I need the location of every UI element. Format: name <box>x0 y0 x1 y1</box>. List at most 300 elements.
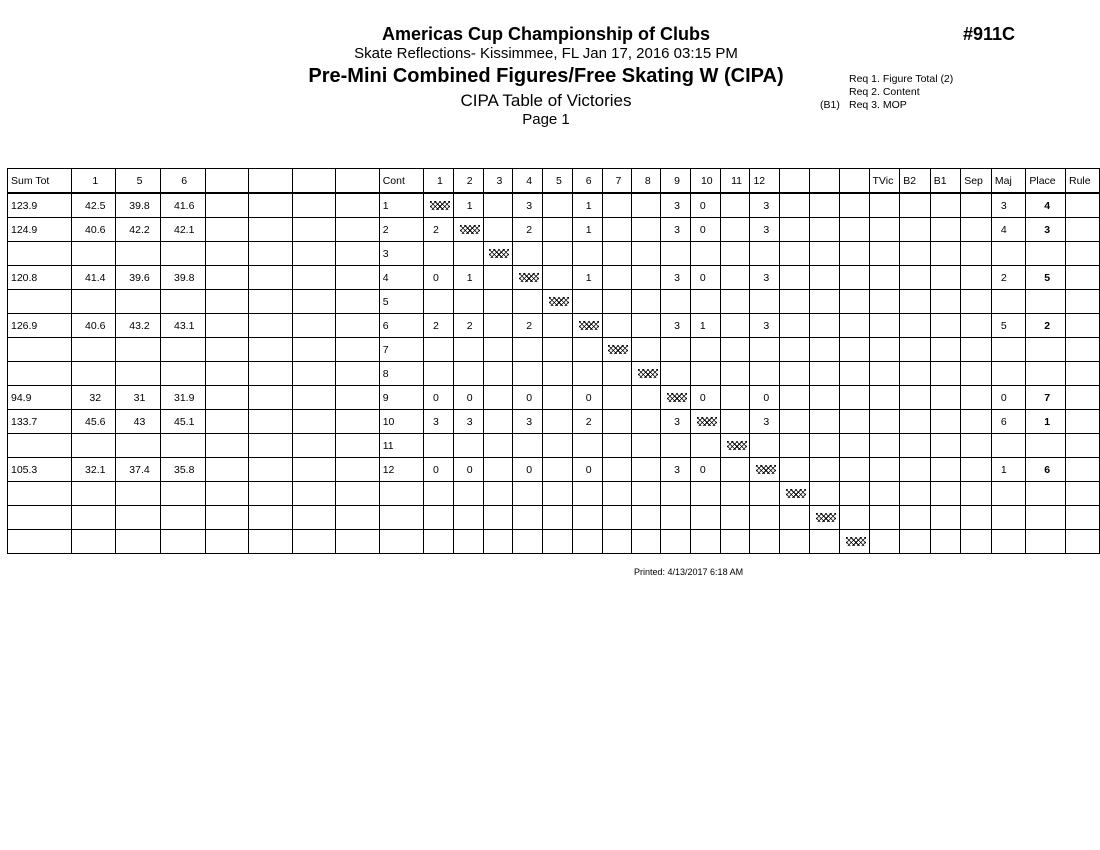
table-cell <box>900 266 930 290</box>
table-cell <box>661 338 691 362</box>
table-cell <box>900 314 930 338</box>
table-cell: 3 <box>661 458 691 482</box>
table-cell <box>780 290 810 314</box>
crossed-out-mark <box>549 297 569 306</box>
table-cell <box>961 290 992 314</box>
table-cell <box>483 458 513 482</box>
table-cell <box>336 314 379 338</box>
table-cell <box>205 434 248 458</box>
table-cell <box>750 362 780 386</box>
self-match-cell <box>809 506 839 530</box>
table-cell: 3 <box>661 193 691 218</box>
table-cell: 32.1 <box>72 458 116 482</box>
table-cell <box>543 242 573 266</box>
table-cell <box>632 193 661 218</box>
crossed-out-mark <box>519 273 539 282</box>
table-cell <box>453 242 483 266</box>
table-cell <box>336 386 379 410</box>
table-cell <box>336 193 379 218</box>
table-cell <box>453 530 483 554</box>
table-cell <box>423 242 453 266</box>
table-cell <box>690 506 720 530</box>
table-cell: 3 <box>750 218 780 242</box>
table-cell: 2 <box>453 314 483 338</box>
table-cell <box>572 434 602 458</box>
place-cell: 3 <box>1026 218 1066 242</box>
table-cell <box>602 482 632 506</box>
table-cell <box>839 410 869 434</box>
table-cell <box>869 434 900 458</box>
printed-timestamp: Printed: 4/13/2017 6:18 AM <box>634 567 744 577</box>
table-cell <box>869 266 900 290</box>
table-cell <box>513 362 543 386</box>
table-cell <box>869 506 900 530</box>
victory-table <box>7 168 1100 554</box>
table-cell: 0 <box>572 386 602 410</box>
table-cell <box>72 338 116 362</box>
table-cell: 5 <box>379 290 423 314</box>
place-cell: 1 <box>1026 410 1066 434</box>
table-cell <box>292 506 335 530</box>
table-cell <box>632 458 661 482</box>
table-cell <box>8 506 72 530</box>
table-cell <box>453 482 483 506</box>
table-cell <box>839 266 869 290</box>
table-cell <box>839 218 869 242</box>
table-cell <box>249 506 292 530</box>
table-cell <box>292 434 335 458</box>
table-cell <box>809 193 839 218</box>
table-cell <box>336 218 379 242</box>
table-cell: 3 <box>750 266 780 290</box>
table-cell <box>205 314 248 338</box>
table-cell: 1 <box>572 218 602 242</box>
self-match-cell <box>602 338 632 362</box>
table-cell <box>720 314 750 338</box>
table-cell <box>720 386 750 410</box>
table-cell <box>249 530 292 554</box>
table-cell <box>930 386 960 410</box>
table-cell <box>249 218 292 242</box>
table-cell <box>690 242 720 266</box>
table-cell <box>930 290 960 314</box>
table-row <box>8 362 1100 386</box>
table-cell: 105.3 <box>8 458 72 482</box>
table-cell <box>750 434 780 458</box>
table-cell: 3 <box>453 410 483 434</box>
table-cell <box>632 434 661 458</box>
table-cell <box>661 434 691 458</box>
table-cell <box>991 362 1025 386</box>
table-cell <box>72 242 116 266</box>
table-cell <box>961 338 992 362</box>
table-cell: 45.1 <box>160 410 205 434</box>
table-cell <box>961 362 992 386</box>
table-cell: 43 <box>116 410 160 434</box>
table-name: CIPA Table of Victories <box>460 91 632 110</box>
table-cell <box>116 290 160 314</box>
table-cell: 3 <box>513 193 543 218</box>
requirement-text: Req 3. MOP <box>849 99 907 111</box>
table-cell <box>690 434 720 458</box>
column-header <box>205 169 248 194</box>
table-cell <box>869 193 900 218</box>
doc-number: #911C <box>963 24 1016 44</box>
table-cell <box>205 338 248 362</box>
table-cell: 12 <box>379 458 423 482</box>
table-cell <box>423 506 453 530</box>
table-cell <box>205 386 248 410</box>
table-cell: 37.4 <box>116 458 160 482</box>
table-cell <box>780 362 810 386</box>
table-cell <box>809 386 839 410</box>
table-cell: 2 <box>991 266 1025 290</box>
table-row <box>8 314 1100 338</box>
table-cell <box>8 362 72 386</box>
table-cell: 35.8 <box>160 458 205 482</box>
column-header: 10 <box>690 169 720 194</box>
table-cell <box>160 242 205 266</box>
table-cell <box>930 362 960 386</box>
self-match-cell <box>661 386 691 410</box>
table-cell <box>930 193 960 218</box>
table-cell: 6 <box>379 314 423 338</box>
table-cell <box>930 434 960 458</box>
table-cell <box>72 290 116 314</box>
table-cell <box>869 314 900 338</box>
table-cell <box>116 242 160 266</box>
table-cell: 3 <box>750 410 780 434</box>
table-cell <box>661 362 691 386</box>
table-cell <box>8 482 72 506</box>
table-cell <box>249 193 292 218</box>
crossed-out-mark <box>430 201 450 210</box>
table-cell: 40.6 <box>72 218 116 242</box>
table-cell: 120.8 <box>8 266 72 290</box>
column-header: 1 <box>423 169 453 194</box>
table-cell <box>543 458 573 482</box>
table-cell <box>930 410 960 434</box>
table-cell <box>205 242 248 266</box>
table-cell <box>780 530 810 554</box>
table-cell: 126.9 <box>8 314 72 338</box>
table-cell <box>379 506 423 530</box>
column-header: 7 <box>602 169 632 194</box>
table-row <box>8 218 1100 242</box>
table-cell <box>720 290 750 314</box>
table-cell <box>483 530 513 554</box>
column-header: 4 <box>513 169 543 194</box>
table-cell <box>543 434 573 458</box>
requirement-1 <box>849 73 953 85</box>
crossed-out-mark <box>727 441 747 450</box>
event-title: Pre-Mini Combined Figures/Free Skating W (CIPA) <box>308 65 784 87</box>
table-cell <box>160 482 205 506</box>
table-cell <box>930 338 960 362</box>
table-cell <box>750 530 780 554</box>
table-cell <box>205 266 248 290</box>
table-cell <box>930 530 960 554</box>
table-cell <box>205 193 248 218</box>
table-cell: 5 <box>991 314 1025 338</box>
table-cell: 39.6 <box>116 266 160 290</box>
table-cell: 6 <box>991 410 1025 434</box>
table-cell: 45.6 <box>72 410 116 434</box>
table-cell <box>453 362 483 386</box>
table-row <box>8 482 1100 506</box>
table-cell: 1 <box>453 193 483 218</box>
table-cell <box>572 242 602 266</box>
table-cell <box>160 506 205 530</box>
table-cell: 0 <box>750 386 780 410</box>
table-cell <box>991 482 1025 506</box>
crossed-out-mark <box>846 537 866 546</box>
table-cell <box>632 338 661 362</box>
table-cell <box>869 458 900 482</box>
table-cell: 94.9 <box>8 386 72 410</box>
table-cell <box>602 362 632 386</box>
table-row <box>8 242 1100 266</box>
table-cell <box>1066 193 1100 218</box>
table-cell <box>961 218 992 242</box>
self-match-cell <box>720 434 750 458</box>
table-cell <box>780 386 810 410</box>
table-cell <box>543 338 573 362</box>
table-cell <box>720 482 750 506</box>
table-cell <box>720 338 750 362</box>
table-cell <box>249 386 292 410</box>
table-cell <box>8 338 72 362</box>
table-cell <box>602 386 632 410</box>
table-cell <box>780 506 810 530</box>
table-cell <box>720 193 750 218</box>
table-cell <box>661 290 691 314</box>
crossed-out-mark <box>786 489 806 498</box>
table-cell <box>720 362 750 386</box>
table-cell <box>453 506 483 530</box>
column-header: B2 <box>900 169 930 194</box>
table-cell <box>1066 242 1100 266</box>
table-cell <box>809 266 839 290</box>
table-cell <box>900 482 930 506</box>
table-cell: 3 <box>661 314 691 338</box>
table-cell: 3 <box>661 266 691 290</box>
table-cell <box>991 530 1025 554</box>
table-cell <box>423 482 453 506</box>
column-header: Maj <box>991 169 1025 194</box>
table-cell <box>249 410 292 434</box>
table-cell <box>72 506 116 530</box>
table-cell <box>930 506 960 530</box>
table-cell <box>205 218 248 242</box>
table-cell <box>809 482 839 506</box>
table-cell <box>602 506 632 530</box>
table-cell: 3 <box>661 410 691 434</box>
column-header: 11 <box>720 169 750 194</box>
table-cell: 41.4 <box>72 266 116 290</box>
table-cell <box>809 314 839 338</box>
table-cell <box>661 482 691 506</box>
table-cell: 39.8 <box>116 193 160 218</box>
table-cell <box>961 242 992 266</box>
column-header: 2 <box>453 169 483 194</box>
table-cell <box>869 410 900 434</box>
table-cell <box>720 218 750 242</box>
column-header <box>292 169 335 194</box>
table-cell: 3 <box>991 193 1025 218</box>
table-cell <box>839 338 869 362</box>
table-cell <box>869 362 900 386</box>
table-cell <box>483 386 513 410</box>
table-cell <box>1066 506 1100 530</box>
table-cell <box>292 410 335 434</box>
table-cell: 32 <box>72 386 116 410</box>
table-cell <box>780 434 810 458</box>
table-cell <box>453 290 483 314</box>
table-cell <box>483 362 513 386</box>
table-cell <box>1066 410 1100 434</box>
table-cell <box>602 242 632 266</box>
table-cell: 0 <box>991 386 1025 410</box>
table-cell <box>543 362 573 386</box>
table-cell <box>292 458 335 482</box>
crossed-out-mark <box>489 249 509 258</box>
table-cell <box>961 482 992 506</box>
self-match-cell <box>690 410 720 434</box>
table-cell <box>205 458 248 482</box>
table-cell <box>72 482 116 506</box>
table-cell: 1 <box>690 314 720 338</box>
table-cell <box>543 530 573 554</box>
table-cell <box>116 530 160 554</box>
table-cell <box>483 506 513 530</box>
table-cell <box>205 482 248 506</box>
column-header: Rule <box>1066 169 1100 194</box>
table-cell <box>632 218 661 242</box>
table-cell <box>809 362 839 386</box>
table-cell: 2 <box>513 314 543 338</box>
table-cell <box>869 338 900 362</box>
crossed-out-mark <box>579 321 599 330</box>
table-cell <box>336 242 379 266</box>
table-cell: 3 <box>423 410 453 434</box>
table-cell <box>249 482 292 506</box>
table-cell <box>483 290 513 314</box>
table-cell <box>336 362 379 386</box>
table-cell <box>513 338 543 362</box>
table-cell <box>780 193 810 218</box>
table-cell <box>1066 482 1100 506</box>
requirement-prefix: (B1) <box>820 99 840 111</box>
table-cell <box>809 434 839 458</box>
place-cell <box>1026 482 1066 506</box>
header-row <box>8 169 1100 194</box>
table-cell <box>72 530 116 554</box>
table-cell <box>961 434 992 458</box>
table-cell <box>900 193 930 218</box>
table-cell <box>116 482 160 506</box>
table-cell <box>292 266 335 290</box>
table-cell <box>602 193 632 218</box>
table-cell <box>690 338 720 362</box>
table-cell <box>513 506 543 530</box>
table-cell <box>513 530 543 554</box>
table-cell: 41.6 <box>160 193 205 218</box>
table-cell <box>869 386 900 410</box>
table-cell: 11 <box>379 434 423 458</box>
table-cell: 3 <box>513 410 543 434</box>
table-cell: 31.9 <box>160 386 205 410</box>
column-header: TVic <box>869 169 900 194</box>
table-cell <box>961 314 992 338</box>
crossed-out-mark <box>667 393 687 402</box>
table-row <box>8 530 1100 554</box>
self-match-cell <box>750 458 780 482</box>
table-cell <box>572 506 602 530</box>
table-cell <box>839 386 869 410</box>
table-cell <box>720 242 750 266</box>
table-cell <box>205 530 248 554</box>
table-cell <box>336 458 379 482</box>
column-header: 5 <box>116 169 160 194</box>
table-cell <box>930 266 960 290</box>
table-cell: 2 <box>379 218 423 242</box>
table-cell: 4 <box>991 218 1025 242</box>
table-cell: 0 <box>423 386 453 410</box>
table-cell: 0 <box>690 266 720 290</box>
table-cell <box>513 482 543 506</box>
crossed-out-mark <box>816 513 836 522</box>
table-cell: 0 <box>513 458 543 482</box>
column-header: 12 <box>750 169 780 194</box>
table-cell <box>720 458 750 482</box>
table-cell <box>336 410 379 434</box>
table-cell <box>602 314 632 338</box>
table-cell <box>602 218 632 242</box>
table-cell <box>1066 362 1100 386</box>
table-cell <box>292 482 335 506</box>
table-cell <box>750 506 780 530</box>
table-cell <box>839 482 869 506</box>
table-row <box>8 290 1100 314</box>
table-cell <box>780 218 810 242</box>
requirement-2 <box>849 86 920 98</box>
table-cell <box>661 530 691 554</box>
table-cell <box>543 506 573 530</box>
table-cell <box>292 193 335 218</box>
table-cell <box>379 530 423 554</box>
table-cell <box>632 506 661 530</box>
table-cell <box>572 290 602 314</box>
table-cell <box>1066 314 1100 338</box>
table-cell <box>543 410 573 434</box>
self-match-cell <box>839 530 869 554</box>
table-cell: 0 <box>453 458 483 482</box>
self-match-cell <box>632 362 661 386</box>
table-cell <box>205 290 248 314</box>
table-cell <box>809 218 839 242</box>
table-cell <box>961 266 992 290</box>
table-cell <box>750 338 780 362</box>
table-cell <box>116 434 160 458</box>
table-cell <box>1066 266 1100 290</box>
table-cell: 43.2 <box>116 314 160 338</box>
table-cell <box>991 242 1025 266</box>
table-row <box>8 506 1100 530</box>
location-line: Skate Reflections- Kissimmee, FL Jan 17, 2016 03:15 PM <box>354 45 738 62</box>
table-cell: 3 <box>750 314 780 338</box>
table-row <box>8 434 1100 458</box>
